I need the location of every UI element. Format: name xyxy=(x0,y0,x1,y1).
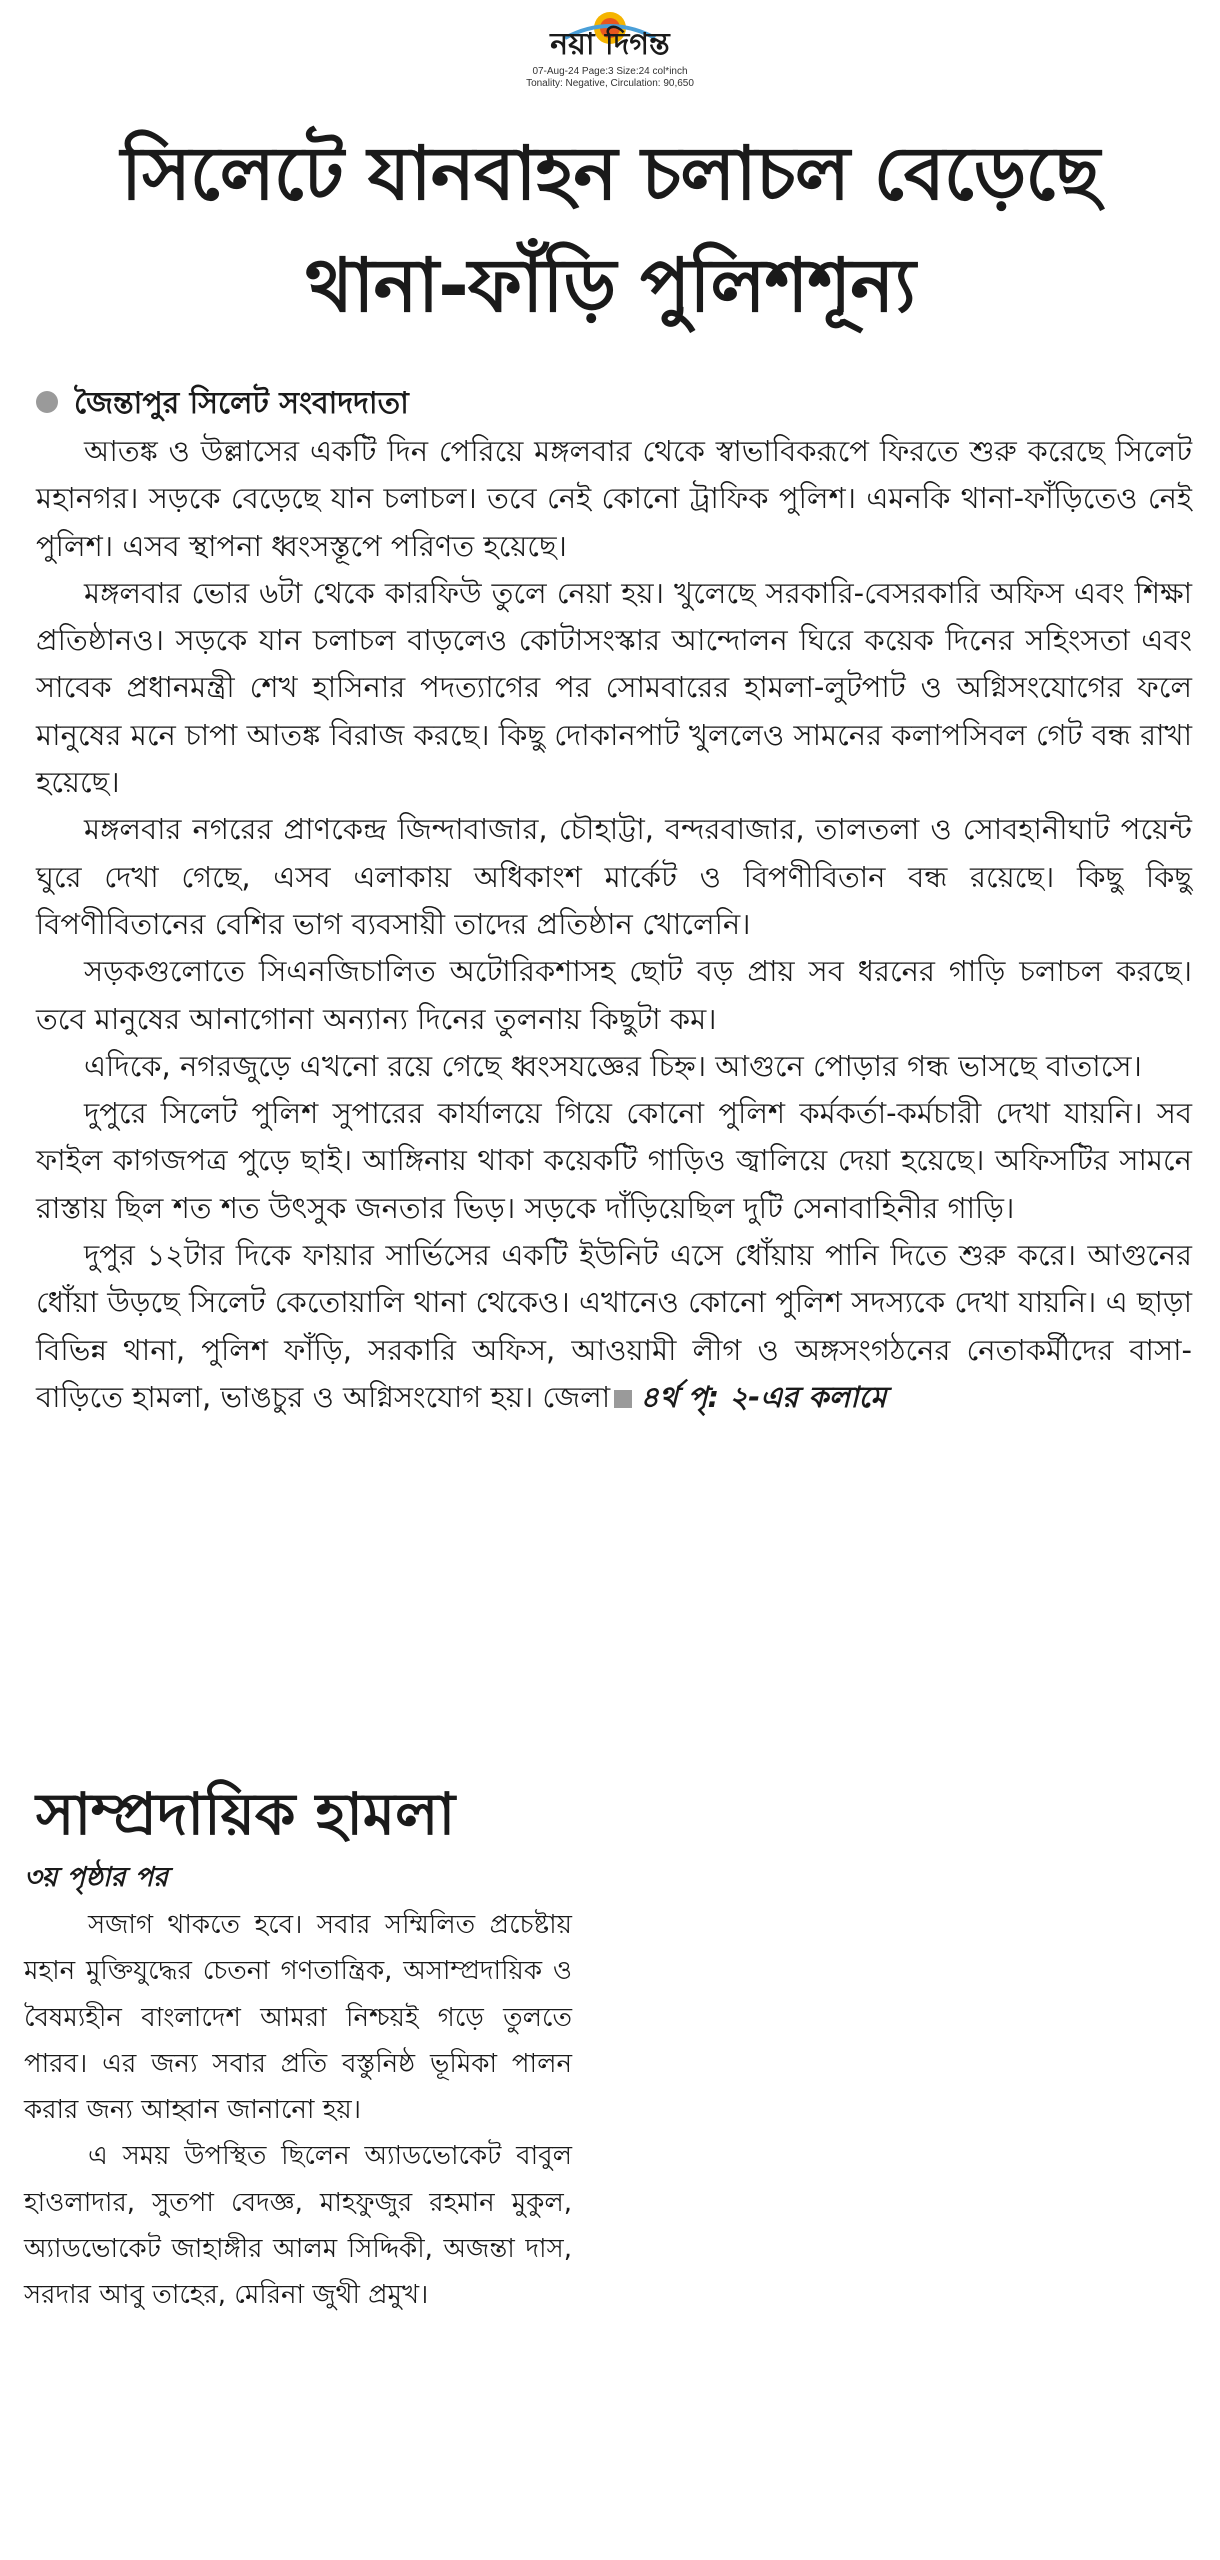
clip-meta-line-1: 07-Aug-24 Page:3 Size:24 col*inch xyxy=(532,66,688,77)
sub-article-body xyxy=(24,1902,572,2319)
article-headline xyxy=(20,118,1200,342)
continuation-jump xyxy=(610,1380,886,1414)
article-paragraph: আতঙ্ক ও উল্লাসের একটি দিন পেরিয়ে মঙ্গলবার থেকে স্বাভাবিকরূপে ফিরতে শুরু করেছে সিলেট মহানগর। সড়কে বেড়েছে যান চলাচল। তবে নেই কোনো ট্রাফিক পুলিশ। এমনকি থানা-ফাঁড়িতেও নেই পুলিশ। এসব স্থাপনা ধ্বংসস্তূপে পরিণত হয়েছে। xyxy=(36,434,1192,563)
article-body xyxy=(36,428,1192,1421)
headline-line-1: সিলেটে যানবাহন চলাচল বেড়েছে xyxy=(120,131,1100,217)
continued-from-label: ৩য় পৃষ্ঠার পর xyxy=(24,1862,169,1893)
clip-meta-line-2: Tonality: Negative, Circulation: 90,650 xyxy=(526,78,694,89)
article-paragraph: মঙ্গলবার ভোর ৬টা থেকে কারফিউ তুলে নেয়া হয়। খুলেছে সরকারি-বেসরকারি অফিস এবং শিক্ষা প্রতিষ্ঠানও। সড়কে যান চলাচল বাড়লেও কোটাসংস্কার আন্দোলন ঘিরে কয়েক দিনের সহিংসতা এবং সাবেক প্রধানমন্ত্রী শেখ হাসিনার পদত্যাগের পর সোমবারের হামলা-লুটপাট ও অগ্নিসংযোগের ফলে মানুষের মনে চাপা আতঙ্ক বিরাজ করছে। কিছু দোকানপাট খুললেও সামনের কলাপসিবল গেট বন্ধ রাখা হয়েছে। xyxy=(36,575,1192,800)
article-paragraph: সড়কগুলোতে সিএনজিচালিত অটোরিকশাসহ ছোট বড় প্রায় সব ধরনের গাড়ি চলাচল করছে। তবে মানুষের আনাগোনা অন্যান্য দিনের তুলনায় কিছুটা কম। xyxy=(36,954,1192,1036)
dateline xyxy=(36,382,1136,426)
newspaper-logo xyxy=(495,8,725,68)
article-paragraph: দুপুরে সিলেট পুলিশ সুপারের কার্যালয়ে গিয়ে কোনো পুলিশ কর্মকর্তা-কর্মচারী দেখা যায়নি। সব ফাইল কাগজপত্র পুড়ে ছাই। আঙ্গিনায় থাকা কয়েকটি গাড়িও জ্বালিয়ে দেয়া হয়েছে। অফিসটির সামনে রাস্তায় ছিল শত শত উৎসুক জনতার ভিড়। সড়কে দাঁড়িয়েছিল দুটি সেনাবাহিনীর গাড়ি। xyxy=(36,1096,1192,1225)
logo-sun-icon xyxy=(495,8,725,64)
article-paragraph-last xyxy=(36,1232,1192,1421)
bullet-icon xyxy=(36,391,58,413)
square-bullet-icon xyxy=(614,1390,632,1408)
sub-article-paragraph: সজাগ থাকতে হবে। সবার সম্মিলিত প্রচেষ্টায় মহান মুক্তিযুদ্ধের চেতনা গণতান্ত্রিক, অসাম্প্রদায়িক ও বৈষম্যহীন বাংলাদেশ আমরা নিশ্চয়ই গড়ে তুলতে পারব। এর জন্য সবার প্রতি বস্তুনিষ্ঠ ভূমিকা পালন করার জন্য আহ্বান জানানো হয়। xyxy=(24,1910,572,2126)
last-paragraph-text: দুপুর ১২টার দিকে ফায়ার সার্ভিসের একটি ইউনিট এসে ধোঁয়ায় পানি দিতে শুরু করে। আগুনের ধোঁয়া উড়ছে সিলেট কেতোয়ালি থানা থেকেও। এখানেও কোনো পুলিশ সদস্যকে দেখা যায়নি। এ ছাড়া বিভিন্ন থানা, পুলিশ ফাঁড়ি, সরকারি অফিস, আওয়ামী লীগ ও অঙ্গসংগঠনের নেতাকর্মীদের বাসা-বাড়িতে হামলা, ভাঙচুর ও অগ্নিসংযোগ হয়। জেলা xyxy=(36,1238,1192,1414)
headline-line-2: থানা-ফাঁড়ি পুলিশশূন্য xyxy=(305,243,915,329)
article-paragraph: মঙ্গলবার নগরের প্রাণকেন্দ্র জিন্দাবাজার, চৌহাট্টা, বন্দরবাজার, তালতলা ও সোবহানীঘাট পয়েন্ট ঘুরে দেখা গেছে, এসব এলাকায় অধিকাংশ মার্কেট ও বিপণীবিতান বন্ধ রয়েছে। কিছু কিছু বিপণীবিতানের বেশির ভাগ ব্যবসায়ী তাদের প্রতিষ্ঠান খোলেনি। xyxy=(36,812,1192,941)
sub-article-headline: সাম্প্রদায়িক হামলা xyxy=(36,1780,456,1848)
dateline-text: জৈন্তাপুর সিলেট সংবাদদাতা xyxy=(74,386,409,421)
sub-article-paragraph: এ সময় উপস্থিত ছিলেন অ্যাডভোকেট বাবুল হাওলাদার, সুতপা বেদজ্ঞ, মাহফুজুর রহমান মুকুল, অ্যাডভোকেট জাহাঙ্গীর আলম সিদ্দিকী, অজন্তা দাস, সরদার আবু তাহের, মেরিনা জুথী প্রমুখ। xyxy=(24,2141,572,2311)
masthead xyxy=(0,8,1220,68)
logo-text: নয়া দিগন্ত xyxy=(550,27,670,62)
clip-metadata xyxy=(0,66,1220,90)
article-paragraph: এদিকে, নগরজুড়ে এখনো রয়ে গেছে ধ্বংসযজ্ঞের চিহ্ন। আগুনে পোড়ার গন্ধ ভাসছে বাতাসে। xyxy=(84,1048,1142,1083)
jump-text: ৪র্থ পৃ: ২-এর কলামে xyxy=(640,1379,887,1414)
